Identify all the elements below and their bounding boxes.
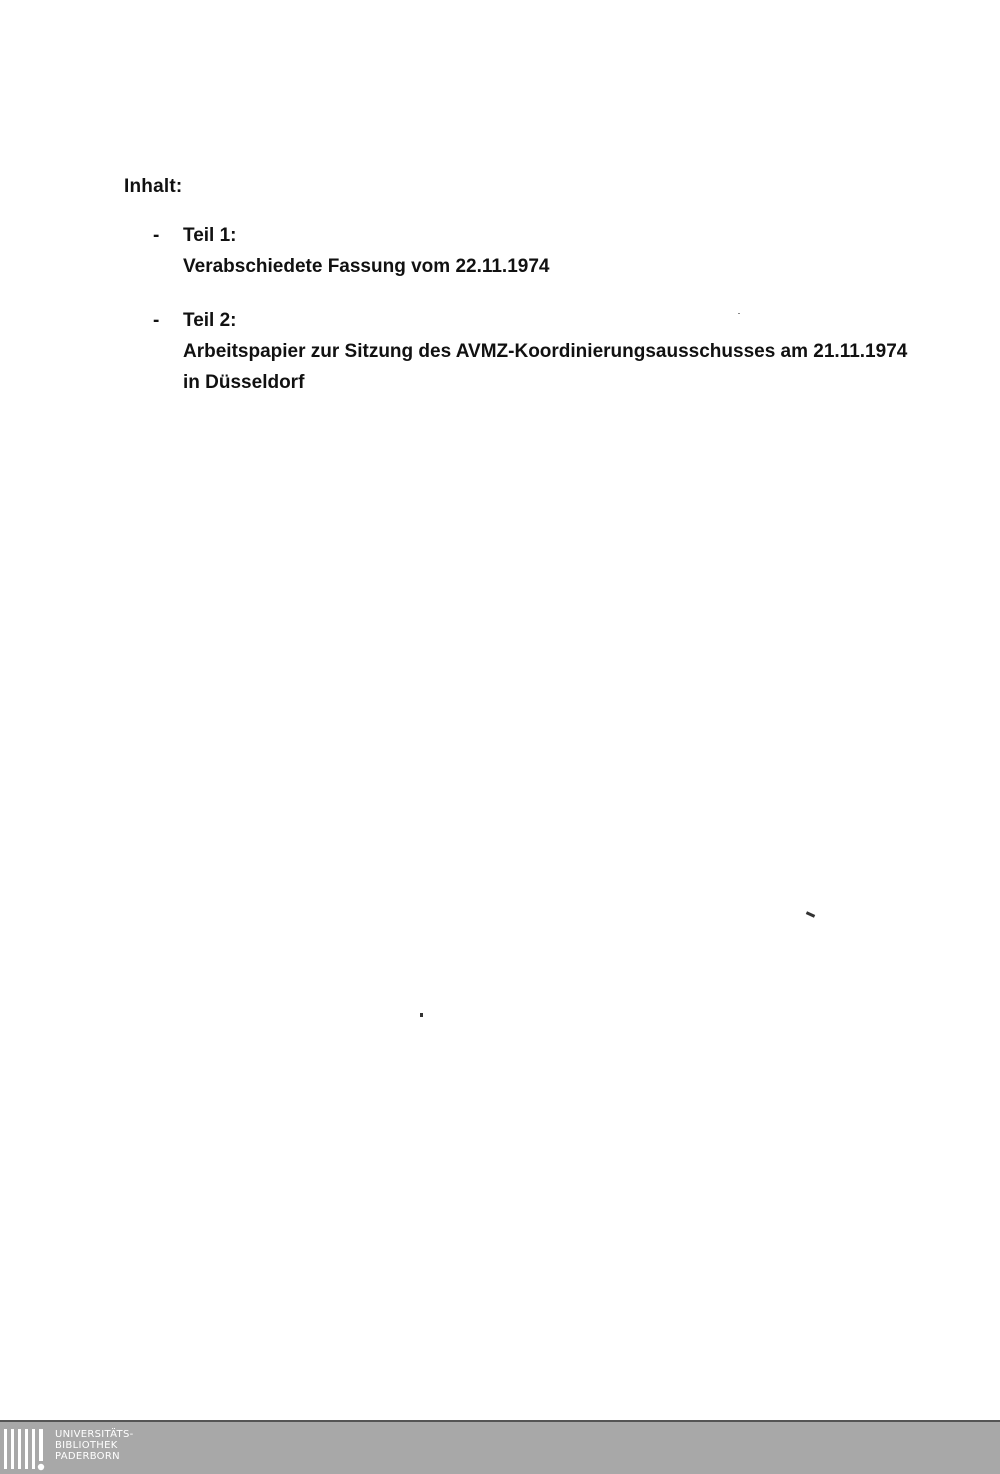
entry-description: Verabschiedete Fassung vom 22.11.1974 [183,256,550,277]
entry-body [183,220,913,282]
scan-speck [738,313,740,314]
library-name-line: BIBLIOTHEK [55,1440,118,1451]
library-name-line: PADERBORN [55,1451,120,1462]
list-bullet: - [153,225,160,246]
library-logo [3,1427,143,1472]
scan-speck [806,911,815,918]
library-name [55,1429,134,1462]
entry-description: Arbeitspapier zur Sitzung des AVMZ-Koordinierungsausschusses am 21.11.1974 in Düsseldorf [183,341,908,393]
scan-speck [420,1013,423,1017]
entry-title: Teil 1: [183,225,237,246]
library-name-line: UNIVERSITÄTS- [55,1429,134,1440]
contents-entry-part-2 [153,305,913,398]
library-footer [0,1422,1000,1474]
contents-entry-part-1 [153,220,913,282]
list-bullet: - [153,310,160,331]
entry-body [183,305,913,398]
contents-heading: Inhalt: [124,176,183,197]
library-bars-logo-icon [3,1427,51,1473]
entry-title: Teil 2: [183,310,237,331]
